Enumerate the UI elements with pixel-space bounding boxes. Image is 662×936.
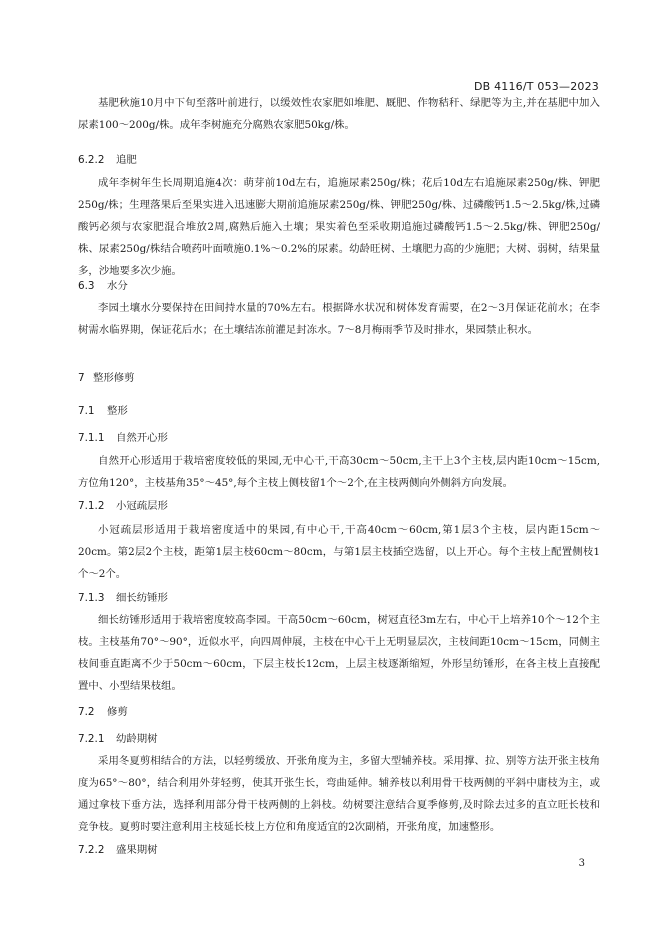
paragraph-water: 李园土壤水分要保持在田间持水量的70%左右。根据降水状况和树体发育需要，在2～3月保证花前水；在李树需水临界期，保证花后水；在土壤结冻前灌足封冻水。7～8月梅雨季节及时排水，果园禁止积水。 — [78, 302, 600, 336]
section-number: 7.1.1 — [78, 432, 105, 444]
section-number: 7.2.2 — [78, 844, 105, 856]
document-code: DB 4116/T 053—2023 — [473, 80, 599, 93]
paragraph-base-fertilizer: 基肥秋施10月中下旬至落叶前进行，以缓效性农家肥如堆肥、厩肥、作物秸秆、绿肥等为主,并在基肥中加入尿素100～200g/株。成年李树施充分腐熟农家肥50kg/株。 — [78, 97, 600, 131]
section-number: 7.2.1 — [78, 733, 105, 745]
section-title: 追肥 — [116, 154, 137, 166]
section-heading-6-3 — [78, 278, 128, 294]
chapter-heading-7 — [78, 370, 135, 386]
paragraph-topdressing: 成年李树年生长周期追施4次：萌芽前10d左右，追施尿素250g/株；花后10d左右追施尿素250g/株、钾肥250g/株；生理落果后至果实进入迅速膨大期前追施尿素250g/株、钾肥250g/株、过磷酸钙1.5～2.5kg/株,过磷酸钙必须与农家肥混合堆放2周,腐熟后施入土壤；果实着色至采收期追施过磷酸钙1.5～2.5kg/株、钾肥250g/株、尿素250g/株结合喷药叶面喷施0.1%～0.2%的尿素。幼龄旺树、土壤肥力高的少施肥；大树、弱树，结果量多，沙地要多次少施。 — [78, 177, 600, 277]
section-title: 细长纺锤形 — [116, 592, 168, 604]
section-number: 6.3 — [78, 280, 95, 292]
section-heading-7-1 — [78, 403, 128, 419]
section-heading-7-2-1 — [78, 731, 158, 747]
page-number: 3 — [578, 858, 585, 869]
section-heading-6-2-2 — [78, 152, 137, 168]
section-number: 6.2.2 — [78, 154, 105, 166]
section-title: 整形 — [107, 405, 128, 417]
section-heading-7-2 — [78, 704, 128, 720]
chapter-number: 7 — [78, 372, 85, 384]
section-title: 自然开心形 — [116, 432, 168, 444]
section-title: 水分 — [107, 280, 128, 292]
section-title: 修剪 — [107, 706, 128, 718]
section-heading-7-2-2 — [78, 842, 158, 858]
paragraph-open-center-form: 自然开心形适用于栽培密度较低的果园,无中心干,干高30cm～50cm,主干上3个主枝,层内距10cm～15cm,方位角120°，主枝基角35°～45°,每个主枝上侧枝留1个～2个,在主枝两侧向外侧斜方向发展。 — [78, 455, 600, 489]
section-heading-7-1-1 — [78, 430, 168, 446]
section-number: 7.1 — [78, 405, 95, 417]
section-number: 7.2 — [78, 706, 95, 718]
paragraph-small-crown-layered: 小冠疏层形适用于栽培密度适中的果园,有中心干,干高40cm～60cm,第1层3个主枝，层内距15cm～20cm。第2层2个主枝，距第1层主枝60cm～80cm，与第1层主枝插空选留，以上开心。每个主枝上配置侧枝1个～2个。 — [78, 524, 600, 580]
section-number: 7.1.3 — [78, 592, 105, 604]
paragraph-slender-spindle: 细长纺锤形适用于栽培密度较高李园。干高50cm～60cm，树冠直径3m左右，中心干上培养10个～12个主枝。主枝基角70°～90°，近似水平，向四周伸展，主枝在中心干上无明显层次，主枝间距10cm～15cm，同侧主枝间垂直距离不少于50cm～60cm，下层主枝长12cm，上层主枝逐渐缩短，外形呈纺锤形，在各主枝上直接配置中、小型结果枝组。 — [78, 614, 600, 692]
section-title: 盛果期树 — [116, 844, 158, 856]
section-title: 幼龄期树 — [116, 733, 158, 745]
section-heading-7-1-2 — [78, 498, 168, 514]
chapter-title: 整形修剪 — [93, 372, 135, 384]
paragraph-young-trees: 采用冬夏剪相结合的方法，以轻剪缓放、开张角度为主，多留大型辅养枝。采用撑、拉、别等方法开张主枝角度为65°～80°，结合利用外芽轻剪，使其开张生长，弯曲延伸。辅养枝以利用骨干枝两侧的平斜中庸枝为主，或通过拿枝下垂方法，选择利用部分骨干枝两侧的上斜枝。幼树要注意结合夏季修剪,及时除去过多的直立旺长枝和竞争枝。夏剪时要注意利用主枝延长枝上方位和角度适宜的2次副梢，开张角度，加速整形。 — [78, 755, 600, 833]
section-title: 小冠疏层形 — [116, 500, 168, 512]
section-number: 7.1.2 — [78, 500, 105, 512]
section-heading-7-1-3 — [78, 590, 168, 606]
